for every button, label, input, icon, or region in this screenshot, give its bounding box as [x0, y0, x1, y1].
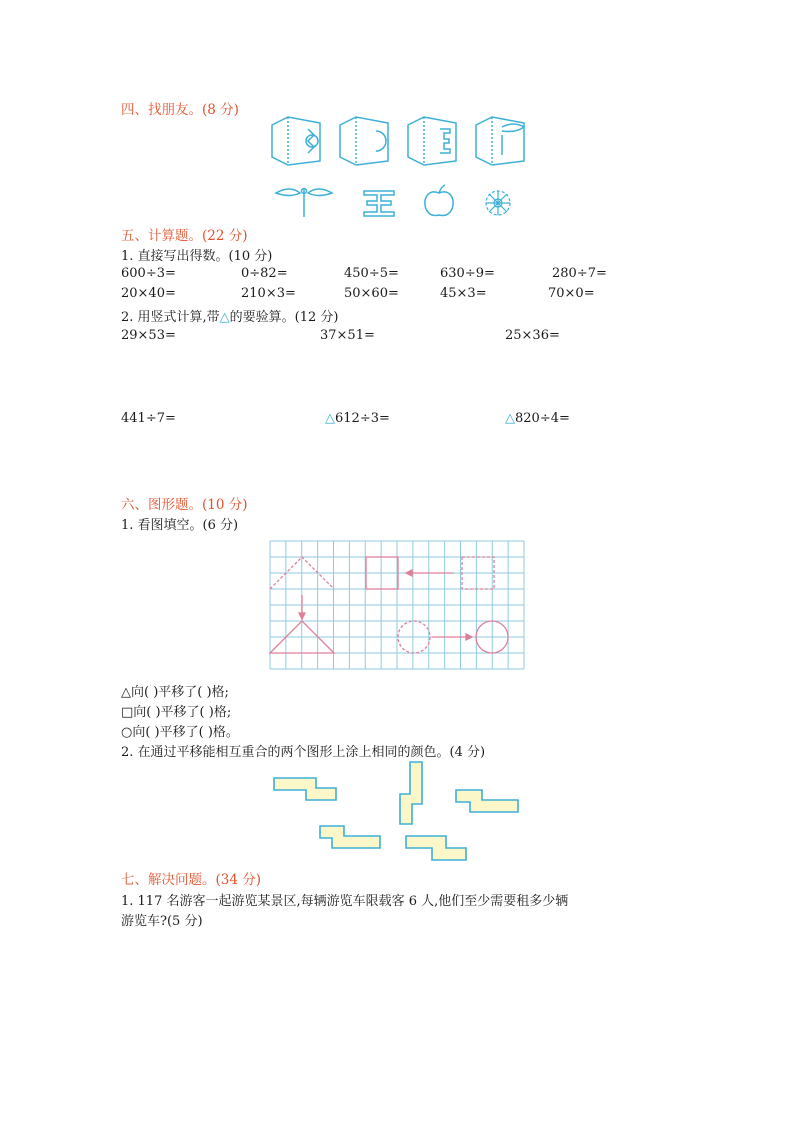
calc-item: 210×3=: [241, 286, 296, 301]
triangle-icon: △: [325, 411, 335, 426]
q5-2-label-a: 2. 用竖式计算,带: [121, 310, 220, 325]
vertical-calc-item: 29×53=: [121, 328, 176, 343]
section5-title: 五、计算题。(22 分): [121, 228, 248, 244]
polyomino-figure: [270, 760, 530, 866]
vertical-calc-item: △820÷4=: [505, 411, 570, 426]
paper-cut-images: [268, 115, 538, 223]
section6-title: 六、图形题。(10 分): [121, 497, 248, 513]
vertical-calc-item: △612÷3=: [325, 411, 390, 426]
vertical-calc-item: 37×51=: [320, 328, 375, 343]
q5-1-label: 1. 直接写出得数。(10 分): [121, 249, 273, 264]
q6-2-label: 2. 在通过平移能相互重合的两个图形上涂上相同的颜色。(4 分): [121, 745, 486, 760]
polyomino-shape: [456, 790, 518, 812]
section7-title: 七、解决问题。(34 分): [121, 872, 262, 888]
q5-2-label: [121, 306, 339, 325]
vertical-calc-item: 441÷7=: [121, 411, 176, 426]
calc-item: 70×0=: [548, 286, 595, 301]
triangle-icon: △: [219, 310, 230, 325]
polyomino-shape: [320, 826, 380, 848]
q7-1-line2: 游览车?(5 分): [121, 914, 203, 929]
translation-grid-figure: [270, 541, 524, 669]
calc-item: 45×3=: [440, 286, 487, 301]
triangle-icon: △: [505, 411, 515, 426]
calc-item: 20×40=: [121, 286, 176, 301]
q5-2-label-b: 的要验算。(12 分): [229, 310, 339, 325]
fill-line-triangle: △向( )平移了( )格;: [121, 685, 229, 700]
wang-character-shape: [364, 191, 394, 216]
folded-card-snowflake: [272, 117, 320, 165]
calc-item: 0÷82=: [241, 266, 288, 281]
polyomino-shape: [274, 778, 336, 800]
apple-shape: [425, 185, 453, 216]
folded-card-apple: [340, 117, 388, 165]
section4-title: 四、找朋友。(8 分): [121, 102, 239, 118]
calc-item: 600÷3=: [121, 266, 176, 281]
dragonfly-shape: [276, 189, 332, 218]
fill-line-circle: ○向( )平移了( )格。: [121, 725, 239, 740]
fill-line-square: □向( )平移了( )格;: [121, 705, 232, 720]
folded-card-dragonfly: [476, 117, 524, 165]
calc-item: 450÷5=: [344, 266, 399, 281]
q7-1-line1: 1. 117 名游客一起游览某景区,每辆游览车限载客 6 人,他们至少需要租多少辆: [121, 894, 569, 909]
snowflake-shape: [486, 191, 510, 215]
vertical-calc-item: 25×36=: [505, 328, 560, 343]
calc-item: 630÷9=: [440, 266, 495, 281]
q6-1-label: 1. 看图填空。(6 分): [121, 518, 239, 533]
polyomino-shape: [406, 836, 466, 860]
calc-item: 280÷7=: [552, 266, 607, 281]
folded-card-wang: [408, 117, 456, 165]
polyomino-shape: [400, 762, 422, 824]
calc-item: 50×60=: [344, 286, 399, 301]
